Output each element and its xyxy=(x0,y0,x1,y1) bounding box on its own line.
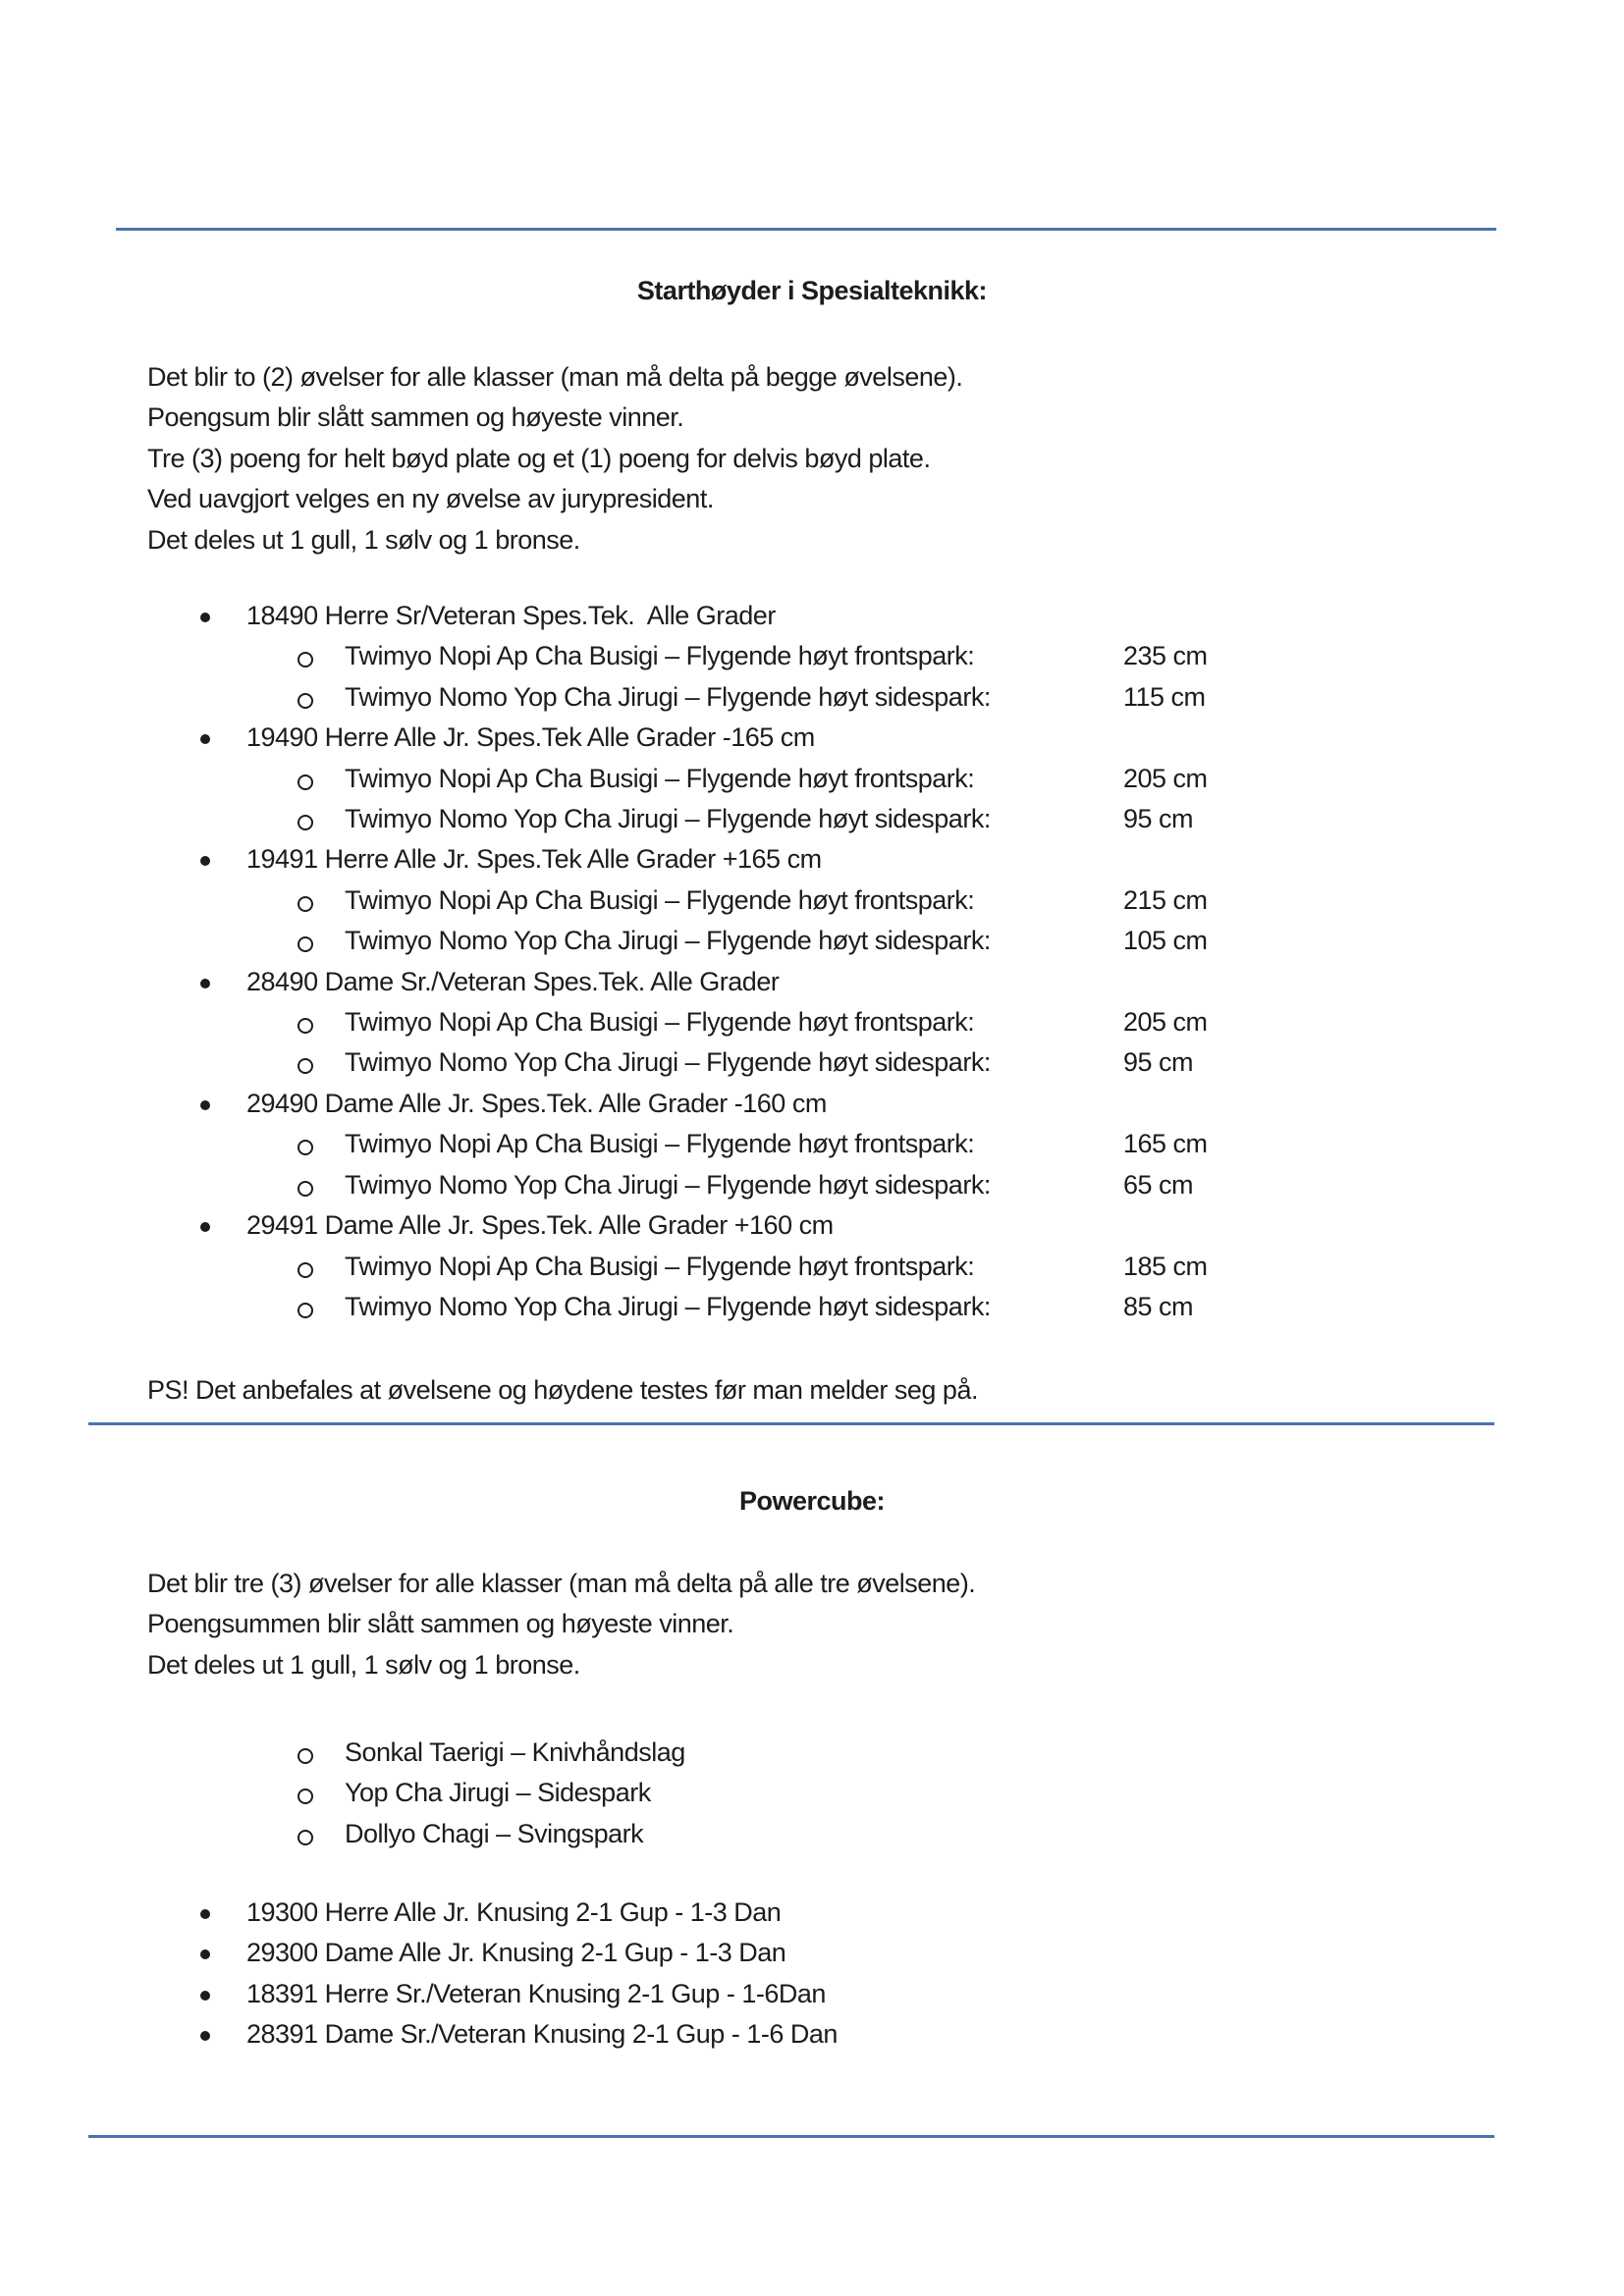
event-value: 115 cm xyxy=(1123,681,1206,712)
class-label: 29491 Dame Alle Jr. Spes.Tek. Alle Grader +160 cm xyxy=(246,1210,834,1241)
event-item xyxy=(0,881,1624,921)
event-item xyxy=(0,1287,1624,1327)
event-item xyxy=(0,677,1624,718)
intro-line: Poengsum blir slått sammen og høyeste vinner. xyxy=(147,402,684,433)
class-item xyxy=(0,1974,1624,2014)
event-value: 205 cm xyxy=(1123,1007,1208,1038)
event-item xyxy=(0,1042,1624,1083)
event-label: Twimyo Nomo Yop Cha Jirugi – Flygende høyt sidespark: xyxy=(345,1047,991,1078)
exercise-label: Sonkal Taerigi – Knivhåndslag xyxy=(345,1737,685,1767)
class-item xyxy=(0,962,1624,1002)
section-divider-top xyxy=(116,228,1496,231)
event-item xyxy=(0,759,1624,799)
event-label: Twimyo Nomo Yop Cha Jirugi – Flygende høyt sidespark: xyxy=(345,681,991,712)
event-value: 235 cm xyxy=(1123,641,1208,671)
class-item xyxy=(0,596,1624,636)
exercise-label: Yop Cha Jirugi – Sidespark xyxy=(345,1778,651,1808)
event-label: Twimyo Nopi Ap Cha Busigi – Flygende høyt frontspark: xyxy=(345,1007,975,1038)
spesialteknikk-intro xyxy=(147,357,1492,561)
event-label: Twimyo Nomo Yop Cha Jirugi – Flygende høyt sidespark: xyxy=(345,1291,991,1321)
event-label: Twimyo Nopi Ap Cha Busigi – Flygende høyt frontspark: xyxy=(345,763,975,793)
event-item xyxy=(0,799,1624,839)
class-label: 28391 Dame Sr./Veteran Knusing 2-1 Gup - 1-6 Dan xyxy=(246,2019,838,2050)
event-item xyxy=(0,636,1624,676)
class-label: 19300 Herre Alle Jr. Knusing 2-1 Gup - 1-3 Dan xyxy=(246,1897,782,1927)
class-label: 19491 Herre Alle Jr. Spes.Tek Alle Grader +165 cm xyxy=(246,844,822,875)
event-item xyxy=(0,921,1624,961)
exercise-item xyxy=(0,1733,1624,1773)
intro-line: Poengsummen blir slått sammen og høyeste vinner. xyxy=(147,1609,734,1639)
class-label: 19490 Herre Alle Jr. Spes.Tek Alle Grader -165 cm xyxy=(246,722,815,753)
event-value: 105 cm xyxy=(1123,926,1208,956)
start-heights-list xyxy=(0,596,1624,1327)
intro-line: Det deles ut 1 gull, 1 sølv og 1 bronse. xyxy=(147,1649,580,1680)
ps-note: PS! Det anbefales at øvelsene og høydene testes før man melder seg på. xyxy=(147,1375,978,1405)
event-item xyxy=(0,1002,1624,1042)
intro-line: Det blir to (2) øvelser for alle klasser (man må delta på begge øvelsene). xyxy=(147,362,963,392)
powercube-title: Powercube: xyxy=(738,1486,886,1516)
event-label: Twimyo Nopi Ap Cha Busigi – Flygende høyt frontspark: xyxy=(345,1129,975,1159)
event-value: 65 cm xyxy=(1123,1169,1194,1200)
powercube-exercise-list xyxy=(0,1733,1624,1854)
intro-line: Det blir tre (3) øvelser for alle klasser (man må delta på alle tre øvelsene). xyxy=(147,1569,976,1598)
powercube-intro xyxy=(147,1564,1492,1685)
event-label: Twimyo Nopi Ap Cha Busigi – Flygende høyt frontspark: xyxy=(345,1251,975,1281)
class-item xyxy=(0,718,1624,758)
event-label: Twimyo Nomo Yop Cha Jirugi – Flygende høyt sidespark: xyxy=(345,1169,991,1200)
event-item xyxy=(0,1165,1624,1205)
class-label: 18391 Herre Sr./Veteran Knusing 2-1 Gup - 1-6Dan xyxy=(246,1978,826,2008)
event-value: 215 cm xyxy=(1123,884,1208,915)
powercube-class-list xyxy=(0,1893,1624,2056)
class-label: 29300 Dame Alle Jr. Knusing 2-1 Gup - 1-3 Dan xyxy=(246,1938,786,1968)
event-item xyxy=(0,1124,1624,1164)
class-item xyxy=(0,839,1624,880)
event-value: 205 cm xyxy=(1123,763,1208,793)
intro-line: Ved uavgjort velges en ny øvelse av jurypresident. xyxy=(147,484,714,514)
event-label: Twimyo Nopi Ap Cha Busigi – Flygende høyt frontspark: xyxy=(345,641,975,671)
class-item xyxy=(0,1084,1624,1124)
intro-line: Tre (3) poeng for helt bøyd plate og et (1) poeng for delvis bøyd plate. xyxy=(147,443,931,473)
class-label: 28490 Dame Sr./Veteran Spes.Tek. Alle Grader xyxy=(246,966,780,996)
exercise-item xyxy=(0,1814,1624,1854)
event-value: 95 cm xyxy=(1123,804,1194,834)
exercise-label: Dollyo Chagi – Svingspark xyxy=(345,1818,644,1848)
section-divider-bottom xyxy=(88,2135,1494,2138)
event-value: 95 cm xyxy=(1123,1047,1194,1078)
class-item xyxy=(0,2014,1624,2055)
event-value: 85 cm xyxy=(1123,1291,1194,1321)
exercise-item xyxy=(0,1773,1624,1813)
event-label: Twimyo Nopi Ap Cha Busigi – Flygende høyt frontspark: xyxy=(345,884,975,915)
event-value: 165 cm xyxy=(1123,1129,1208,1159)
event-label: Twimyo Nomo Yop Cha Jirugi – Flygende høyt sidespark: xyxy=(345,804,991,834)
class-label: 18490 Herre Sr/Veteran Spes.Tek. Alle Grader xyxy=(246,601,776,630)
spesialteknikk-title: Starthøyder i Spesialteknikk: xyxy=(636,276,988,305)
class-item xyxy=(0,1893,1624,1933)
event-item xyxy=(0,1247,1624,1287)
intro-line: Det deles ut 1 gull, 1 sølv og 1 bronse. xyxy=(147,524,580,555)
event-value: 185 cm xyxy=(1123,1251,1208,1281)
class-label: 29490 Dame Alle Jr. Spes.Tek. Alle Grader -160 cm xyxy=(246,1088,827,1118)
event-label: Twimyo Nomo Yop Cha Jirugi – Flygende høyt sidespark: xyxy=(345,926,991,956)
section-divider-middle xyxy=(88,1422,1494,1425)
class-item xyxy=(0,1205,1624,1246)
class-item xyxy=(0,1933,1624,1973)
